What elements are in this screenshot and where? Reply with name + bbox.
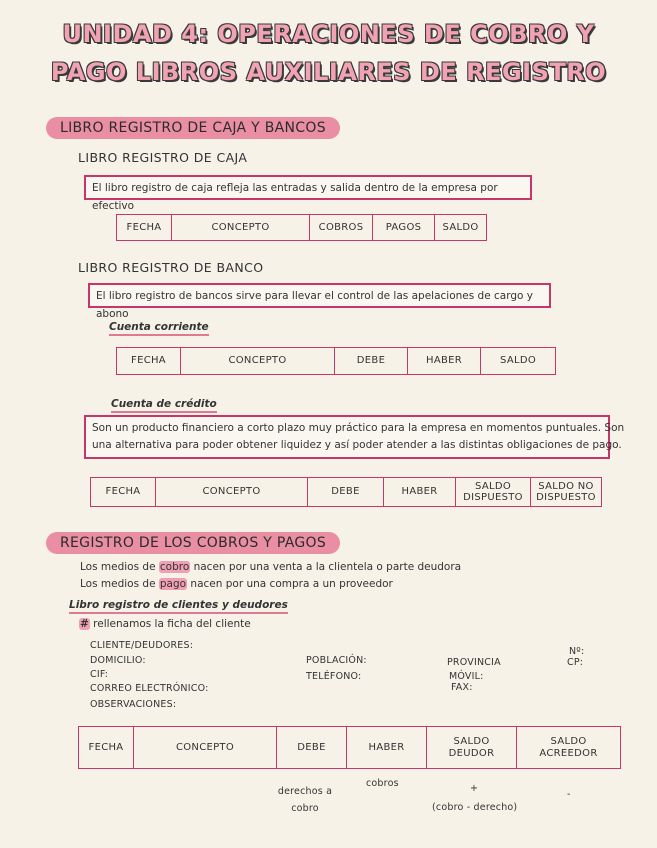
page-title-line1: UNIDAD 4: OPERACIONES DE COBRO Y [62,20,595,48]
col-saldo-acreedor [517,727,621,769]
col-debe: DEBE [277,727,347,769]
col-saldo-no-dispuesto-line2: DISPUESTO [536,492,596,503]
col-saldo-acreedor-line1: SALDO [550,736,587,747]
col-saldo-acreedor-line2: ACREEDOR [539,747,598,759]
field-cliente: CLIENTE/DEUDORES: [90,640,194,651]
field-fax: FAX: [451,682,473,693]
col-fecha: FECHA [117,348,181,375]
field-poblacion: POBLACIÓN: [306,655,367,666]
col-concepto: CONCEPTO [181,348,335,375]
heading-libro-caja: LIBRO REGISTRO DE CAJA [78,150,248,165]
col-debe: DEBE [308,478,384,507]
field-movil: MÓVIL: [449,671,484,682]
field-correo: CORREO ELECTRÓNICO: [90,683,209,694]
label-cuenta-credito: Cuenta de crédito [111,398,217,413]
table-libro-caja [116,214,487,241]
note-derechos [276,783,334,817]
definition-caja: El libro registro de caja refleja las entradas y salida dentro de la empresa por efectivo [84,175,532,200]
highlight-pago: pago [159,578,187,590]
col-fecha: FECHA [91,478,156,507]
line-medios-pago [80,578,393,590]
col-saldo-deudor [427,727,517,769]
line-cobro-post: nacen por una venta a la clientela o parte deudora [190,561,462,573]
line-medios-cobro [80,561,461,573]
line-pago-pre: Los medios de [80,578,159,590]
note-minus: - [567,789,571,800]
col-saldo-dispuesto-line2: DISPUESTO [463,492,523,503]
table-cuenta-corriente [116,347,556,375]
col-haber: HABER [347,727,427,769]
definition-cuenta-credito [84,415,625,459]
col-pagos: PAGOS [373,215,435,241]
col-concepto: CONCEPTO [134,727,277,769]
note-cobro-derecho: (cobro - derecho) [432,802,518,813]
col-haber: HABER [408,348,481,375]
field-telefono: TELÉFONO: [306,671,362,682]
col-fecha: FECHA [79,727,134,769]
note-plus: + [470,783,479,794]
highlight-cobro: cobro [159,561,190,573]
col-concepto: CONCEPTO [172,215,310,241]
col-debe: DEBE [335,348,408,375]
section-pill-cobros-pagos: REGISTRO DE LOS COBROS Y PAGOS [46,532,340,554]
table-cuenta-credito [90,477,602,507]
bullet-rellenamos [79,618,251,630]
field-domicilio: DOMICILIO: [90,655,146,666]
definition-credito-line1: Son un producto financiero a corto plazo muy práctico para la empresa en momentos puntuales. Son [92,422,625,434]
col-haber: HABER [384,478,456,507]
table-clientes-deudores [78,726,621,769]
field-cif: CIF: [90,669,109,680]
col-saldo-no-dispuesto [531,478,602,507]
label-cuenta-corriente: Cuenta corriente [109,321,209,336]
page-title-line2: PAGO LIBROS AUXILIARES DE REGISTRO [50,58,607,86]
col-saldo-deudor-line2: DEUDOR [448,747,495,759]
line-cobro-pre: Los medios de [80,561,159,573]
label-libro-clientes: Libro registro de clientes y deudores [69,599,288,614]
col-saldo-dispuesto-line1: SALDO [474,480,512,492]
col-saldo: SALDO [435,215,487,241]
col-cobros: COBROS [310,215,373,241]
line-pago-post: nacen por una compra a un proveedor [187,578,393,590]
section-pill-caja-bancos: LIBRO REGISTRO DE CAJA Y BANCOS [46,117,340,139]
col-saldo-deudor-line1: SALDO [453,736,490,747]
heading-libro-banco: LIBRO REGISTRO DE BANCO [78,260,264,275]
note-cobros: cobros [366,778,399,789]
col-saldo-no-dispuesto-line1: SALDO NO [538,480,594,492]
field-numero: Nº: [569,646,585,657]
col-fecha: FECHA [117,215,172,241]
col-saldo-dispuesto [456,478,531,507]
bullet-text: rellenamos la ficha del cliente [93,618,251,630]
bullet-icon: # [80,618,89,630]
field-observaciones: OBSERVACIONES: [90,699,177,710]
field-cp: CP: [567,657,584,668]
col-saldo: SALDO [481,348,556,375]
note-derechos-line1: derechos a [277,786,333,797]
note-derechos-line2: cobro [291,803,319,815]
col-concepto: CONCEPTO [156,478,308,507]
field-provincia: PROVINCIA [447,657,501,668]
definition-credito-line2: una alternativa para poder obtener liquidez y así poder atender a las distintas obligaciones de pago. [92,439,622,452]
definition-banco: El libro registro de bancos sirve para llevar el control de las apelaciones de cargo y abono [88,283,551,308]
